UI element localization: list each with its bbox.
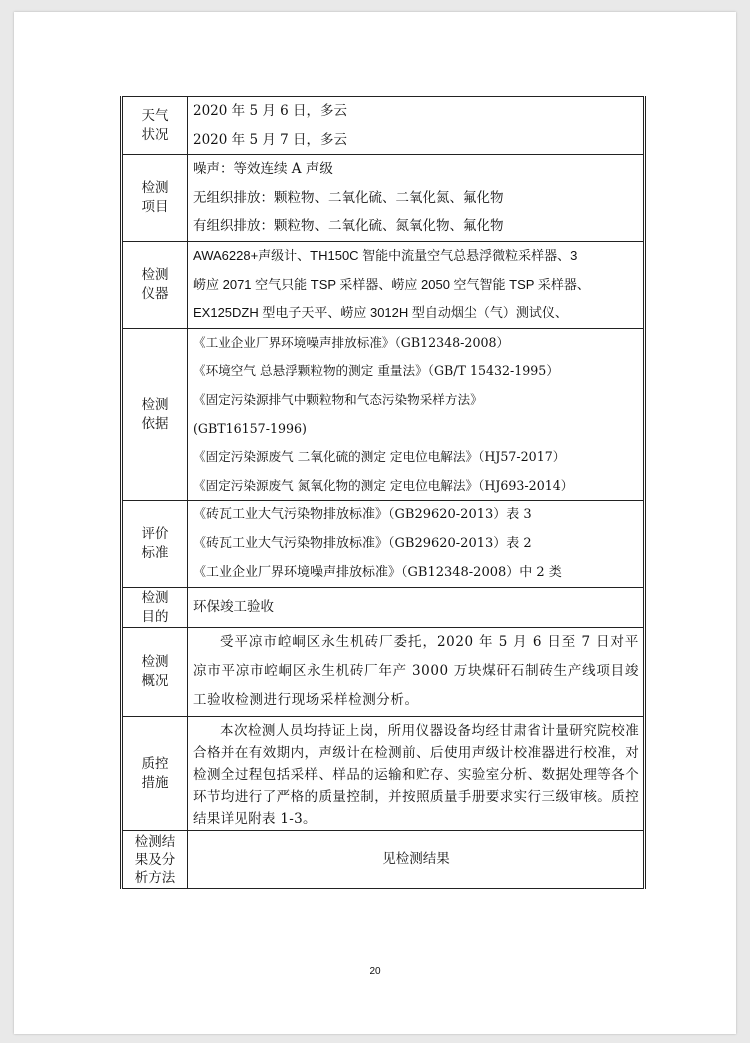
table-row [122, 501, 645, 588]
items-line: 有组织排放：颗粒物、二氧化硫、氮氧化物、氟化物 [193, 218, 504, 235]
instruments-content [188, 241, 645, 328]
inspection-info-table [120, 96, 646, 889]
items-line: 噪声：等效连续 A 声级 [193, 161, 333, 178]
qc-text: 本次检测人员均持证上岗，所用仪器设备均经甘肃省计量研究院校准合格并在有效期内，声级计在检测前、后使用声级计校准器进行校准，对检测全过程包括采样、样品的运输和贮存、实验室分析、数据处理等各个环节均进行了严格的质量控制，并按照质量手册要求实行三级审核。质控结果详见附表 1-3。 [193, 723, 639, 828]
document-page [14, 12, 736, 1034]
table-row [122, 588, 645, 628]
basis-line: 《固定污染源排气中颗粒物和气态污染物采样方法》 [193, 391, 483, 407]
basis-line: (GBT16157-1996) [193, 420, 307, 436]
overview-label: 检测 概况 [122, 628, 188, 717]
table-row [122, 155, 645, 242]
result-text: 见检测结果 [382, 851, 450, 868]
basis-line: 《固定污染源废气 二氧化硫的测定 定电位电解法》（HJ57-2017） [193, 449, 566, 465]
overview-text: 受平凉市崆峒区永生机砖厂委托，2020 年 5 月 6 日至 7 日对平凉市平凉市崆峒区永生机砖厂年产 3000 万块煤矸石制砖生产线项目竣工验收检测进行现场采样检测分析。 [193, 634, 639, 709]
qc-label: 质控 措施 [122, 717, 188, 831]
standards-line: 《砖瓦工业大气污染物排放标准》（GB29620-2013）表 3 [193, 507, 532, 523]
table-row [122, 328, 645, 501]
page-number: 20 [369, 966, 381, 977]
table-row [122, 241, 645, 328]
basis-line: 《环境空气 总悬浮颗粒物的测定 重量法》（GB/T 15432-1995） [193, 363, 559, 379]
instruments-line: 崂应 2071 空气只能 TSP 采样器、崂应 2050 空气智能 TSP 采样器、 [193, 276, 590, 292]
table-row [122, 717, 645, 831]
purpose-text: 环保竣工验收 [193, 599, 274, 616]
table-row [122, 831, 645, 889]
standards-label: 评价 标准 [122, 501, 188, 588]
weather-label: 天气 状况 [122, 97, 188, 155]
weather-line: 2020 年 5 月 6 日，多云 [193, 103, 347, 119]
items-label: 检测 项目 [122, 155, 188, 242]
basis-label: 检测 依据 [122, 328, 188, 501]
table-row [122, 628, 645, 717]
table-row [122, 97, 645, 155]
standards-content [188, 501, 645, 588]
standards-line: 《工业企业厂界环境噪声排放标准》（GB12348-2008）中 2 类 [193, 564, 562, 580]
weather-content [188, 97, 645, 155]
basis-line: 《工业企业厂界环境噪声排放标准》（GB12348-2008） [193, 334, 510, 350]
items-line: 无组织排放：颗粒物、二氧化硫、二氧化氮、氟化物 [193, 189, 504, 206]
purpose-label: 检测 目的 [122, 588, 188, 628]
qc-content [188, 717, 645, 831]
items-content [188, 155, 645, 242]
standards-line: 《砖瓦工业大气污染物排放标准》（GB29620-2013）表 2 [193, 535, 532, 551]
result-content [188, 831, 645, 889]
basis-content [188, 328, 645, 501]
instruments-line: EX125DZH 型电子天平、崂应 3012H 型自动烟尘（气）测试仪、 [193, 305, 568, 321]
purpose-content [188, 588, 645, 628]
basis-line: 《固定污染源废气 氮氧化物的测定 定电位电解法》（HJ693-2014） [193, 477, 574, 493]
instruments-label: 检测 仪器 [122, 241, 188, 328]
result-label: 检测结 果及分 析方法 [122, 831, 188, 889]
instruments-line: AWA6228+声级计、TH150C 智能中流量空气总悬浮微粒采样器、3 [193, 247, 578, 263]
weather-line: 2020 年 5 月 7 日，多云 [193, 131, 347, 148]
overview-content [188, 628, 645, 717]
